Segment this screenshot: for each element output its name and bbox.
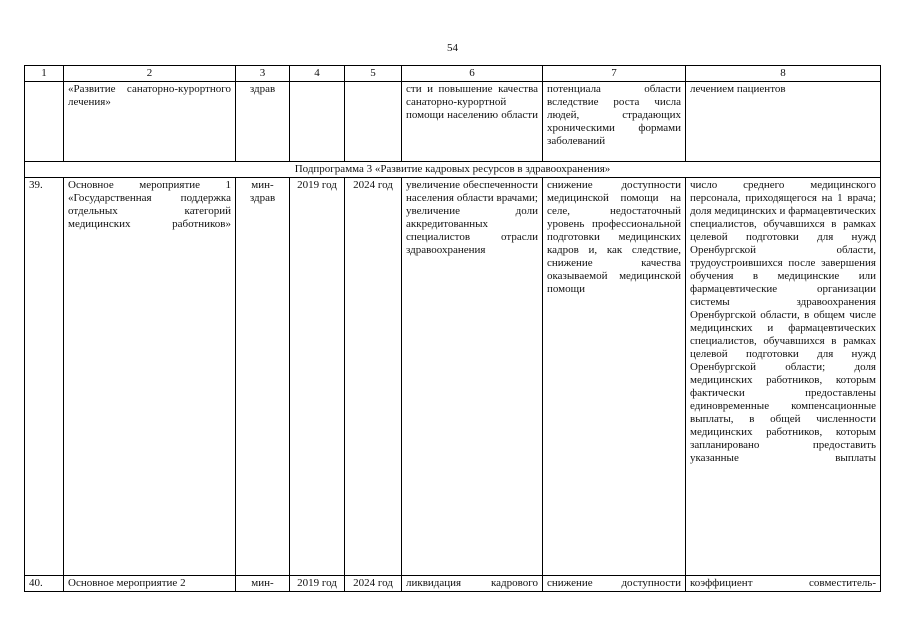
- measure-name: «Развитие санаторно-курортного лечения»: [64, 82, 236, 162]
- expected-result: увеличение обеспеченности населения области врачами; увеличение доли аккредитованных специалистов отрасли здравоохранения: [402, 178, 543, 576]
- column-header: 1: [25, 66, 64, 82]
- subprogram-title: Подпрограмма 3 «Развитие кадровых ресурсов в здравоохранения»: [25, 162, 881, 178]
- column-header: 5: [345, 66, 402, 82]
- end-year: 2024 год: [345, 178, 402, 576]
- measure-name: Основное мероприятие 2: [64, 576, 236, 592]
- row-number: 39.: [25, 178, 64, 576]
- executor: мин-: [236, 576, 290, 592]
- page-number: 54: [447, 42, 458, 54]
- row-number: 40.: [25, 576, 64, 592]
- start-year: 2019 год: [290, 576, 345, 592]
- measures-table: [24, 65, 881, 592]
- executor: здрав: [236, 82, 290, 162]
- non-implementation-consequences: снижение доступности медицинской помощи на селе, недостаточный уровень профессиональной подготовки медицинских кадров и, как следствие, снижение качества оказываемой медицинской помощи: [543, 178, 686, 576]
- column-header: 3: [236, 66, 290, 82]
- end-year: 2024 год: [345, 576, 402, 592]
- non-implementation-consequences: снижение доступности: [543, 576, 686, 592]
- related-indicators: коэффициент совместитель-: [686, 576, 881, 592]
- measure-name: Основное мероприятие 1 «Государственная поддержка отдельных категорий медицинских работников»: [64, 178, 236, 576]
- column-header: 2: [64, 66, 236, 82]
- table-row: [25, 178, 881, 576]
- table-row: [25, 82, 881, 162]
- end-year: [345, 82, 402, 162]
- column-header: 6: [402, 66, 543, 82]
- executor: мин-здрав: [236, 178, 290, 576]
- expected-result: ликвидация кадрового: [402, 576, 543, 592]
- subprogram-row: [25, 162, 881, 178]
- related-indicators: число среднего медицинского персонала, приходящегося на 1 врача; доля медицинских и фармацевтических специалистов, обучавшихся в рамках целевой подготовки для нужд Оренбургской области, трудоустроившихся после завершения обучения в медицинские или фармацевтические организации системы здравоохранения Оренбургской области, в общем числе медицинских и фармацевтических специалистов, обучавшихся в рамках целевой подготовки для нужд Оренбургской области; доля медицинских работников, которым фактически предоставлены единовременные компенсационные выплаты, в общей численности медицинских работников, которым запланировано предоставить указанные выплаты: [686, 178, 881, 576]
- column-header: 4: [290, 66, 345, 82]
- column-header: 8: [686, 66, 881, 82]
- column-header: 7: [543, 66, 686, 82]
- start-year: 2019 год: [290, 178, 345, 576]
- expected-result: сти и повышение качества санаторно-курортной помощи населению области: [402, 82, 543, 162]
- start-year: [290, 82, 345, 162]
- column-header-row: [25, 66, 881, 82]
- non-implementation-consequences: потенциала области вследствие роста числа людей, страдающих хроническими формами заболеваний: [543, 82, 686, 162]
- related-indicators: лечением пациентов: [686, 82, 881, 162]
- row-number: [25, 82, 64, 162]
- table-row: [25, 576, 881, 592]
